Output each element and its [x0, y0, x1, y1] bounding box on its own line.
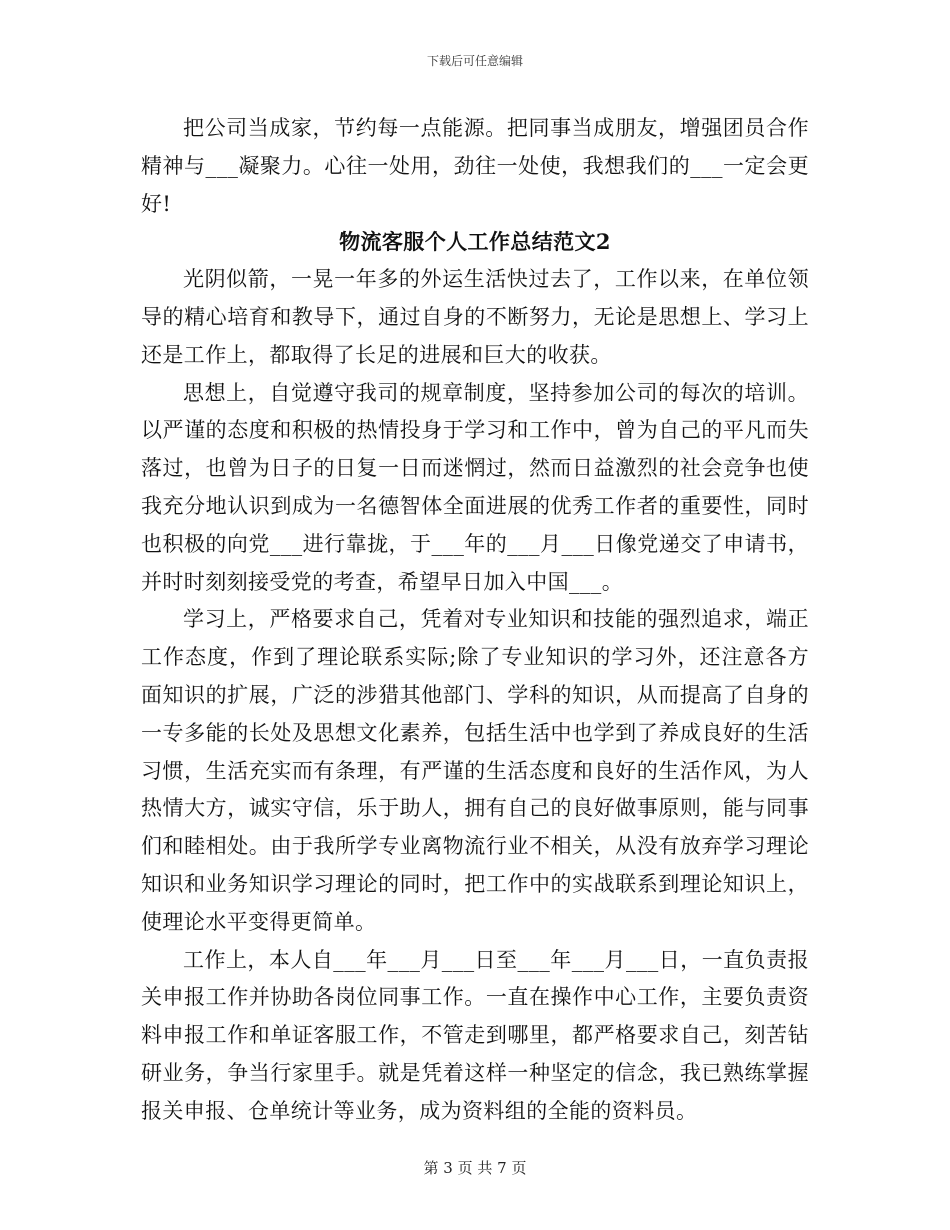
page-number: 第 3 页 共 7 页: [423, 1159, 527, 1177]
paragraph-study: 学习上，严格要求自己，凭着对专业知识和技能的强烈追求，端正工作态度，作到了理论联系实际;除了专业知识的学习外，还注意各方面知识的扩展，广泛的涉猎其他部门、学科的知识，从而提高了自身的一专多能的长处及思想文化素养，包括生活中也学到了养成良好的生活习惯，生活充实而有条理，有严谨的生活态度和良好的生活作风，为人热情大方，诚实守信，乐于助人，拥有自己的良好做事原则，能与同事们和睦相处。由于我所学专业离物流行业不相关，从没有放弃学习理论知识和业务知识学习理论的同时，把工作中的实战联系到理论知识上，使理论水平变得更简单。: [141, 607, 809, 934]
paragraph-work: 工作上，本人自___年___月___日至___年___月___日，一直负责报关申报工作并协助各岗位同事工作。一直在操作中心工作，主要负责资料申报工作和单证客服工作，不管走到哪里，都严格要求自己，刻苦钻研业务，争当行家里手。就是凭着这样一种坚定的信念，我已熟练掌握报关申报、仓单统计等业务，成为资料组的全能的资料员。: [141, 947, 809, 1123]
paragraph-thinking: 思想上，自觉遵守我司的规章制度，坚持参加公司的每次的培训。以严谨的态度和积极的热情投身于学习和工作中，曾为自己的平凡而失落过，也曾为日子的日复一日而迷惘过，然而日益激烈的社会竞争也使我充分地认识到成为一名德智体全面进展的优秀工作者的重要性，同时也积极的向党___进行靠拢，于___年的___月___日像党递交了申请书，并时时刻刻接受党的考查，希望早日加入中国___。: [141, 380, 809, 594]
document-body: [141, 110, 809, 1131]
paragraph-closing: 把公司当成家，节约每一点能源。把同事当成朋友，增强团员合作精神与___凝聚力。心往一处用，劲往一处使，我想我们的___一定会更好!: [141, 116, 809, 216]
page-header: 下载后可任意编辑: [426, 54, 523, 68]
paragraph-intro: 光阴似箭，一晃一年多的外运生活快过去了，工作以来，在单位领导的精心培育和教导下，通过自身的不断努力，无论是思想上、学习上还是工作上，都取得了长足的进展和巨大的收获。: [141, 267, 809, 367]
section-title: 物流客服个人工作总结范文2: [339, 229, 611, 255]
